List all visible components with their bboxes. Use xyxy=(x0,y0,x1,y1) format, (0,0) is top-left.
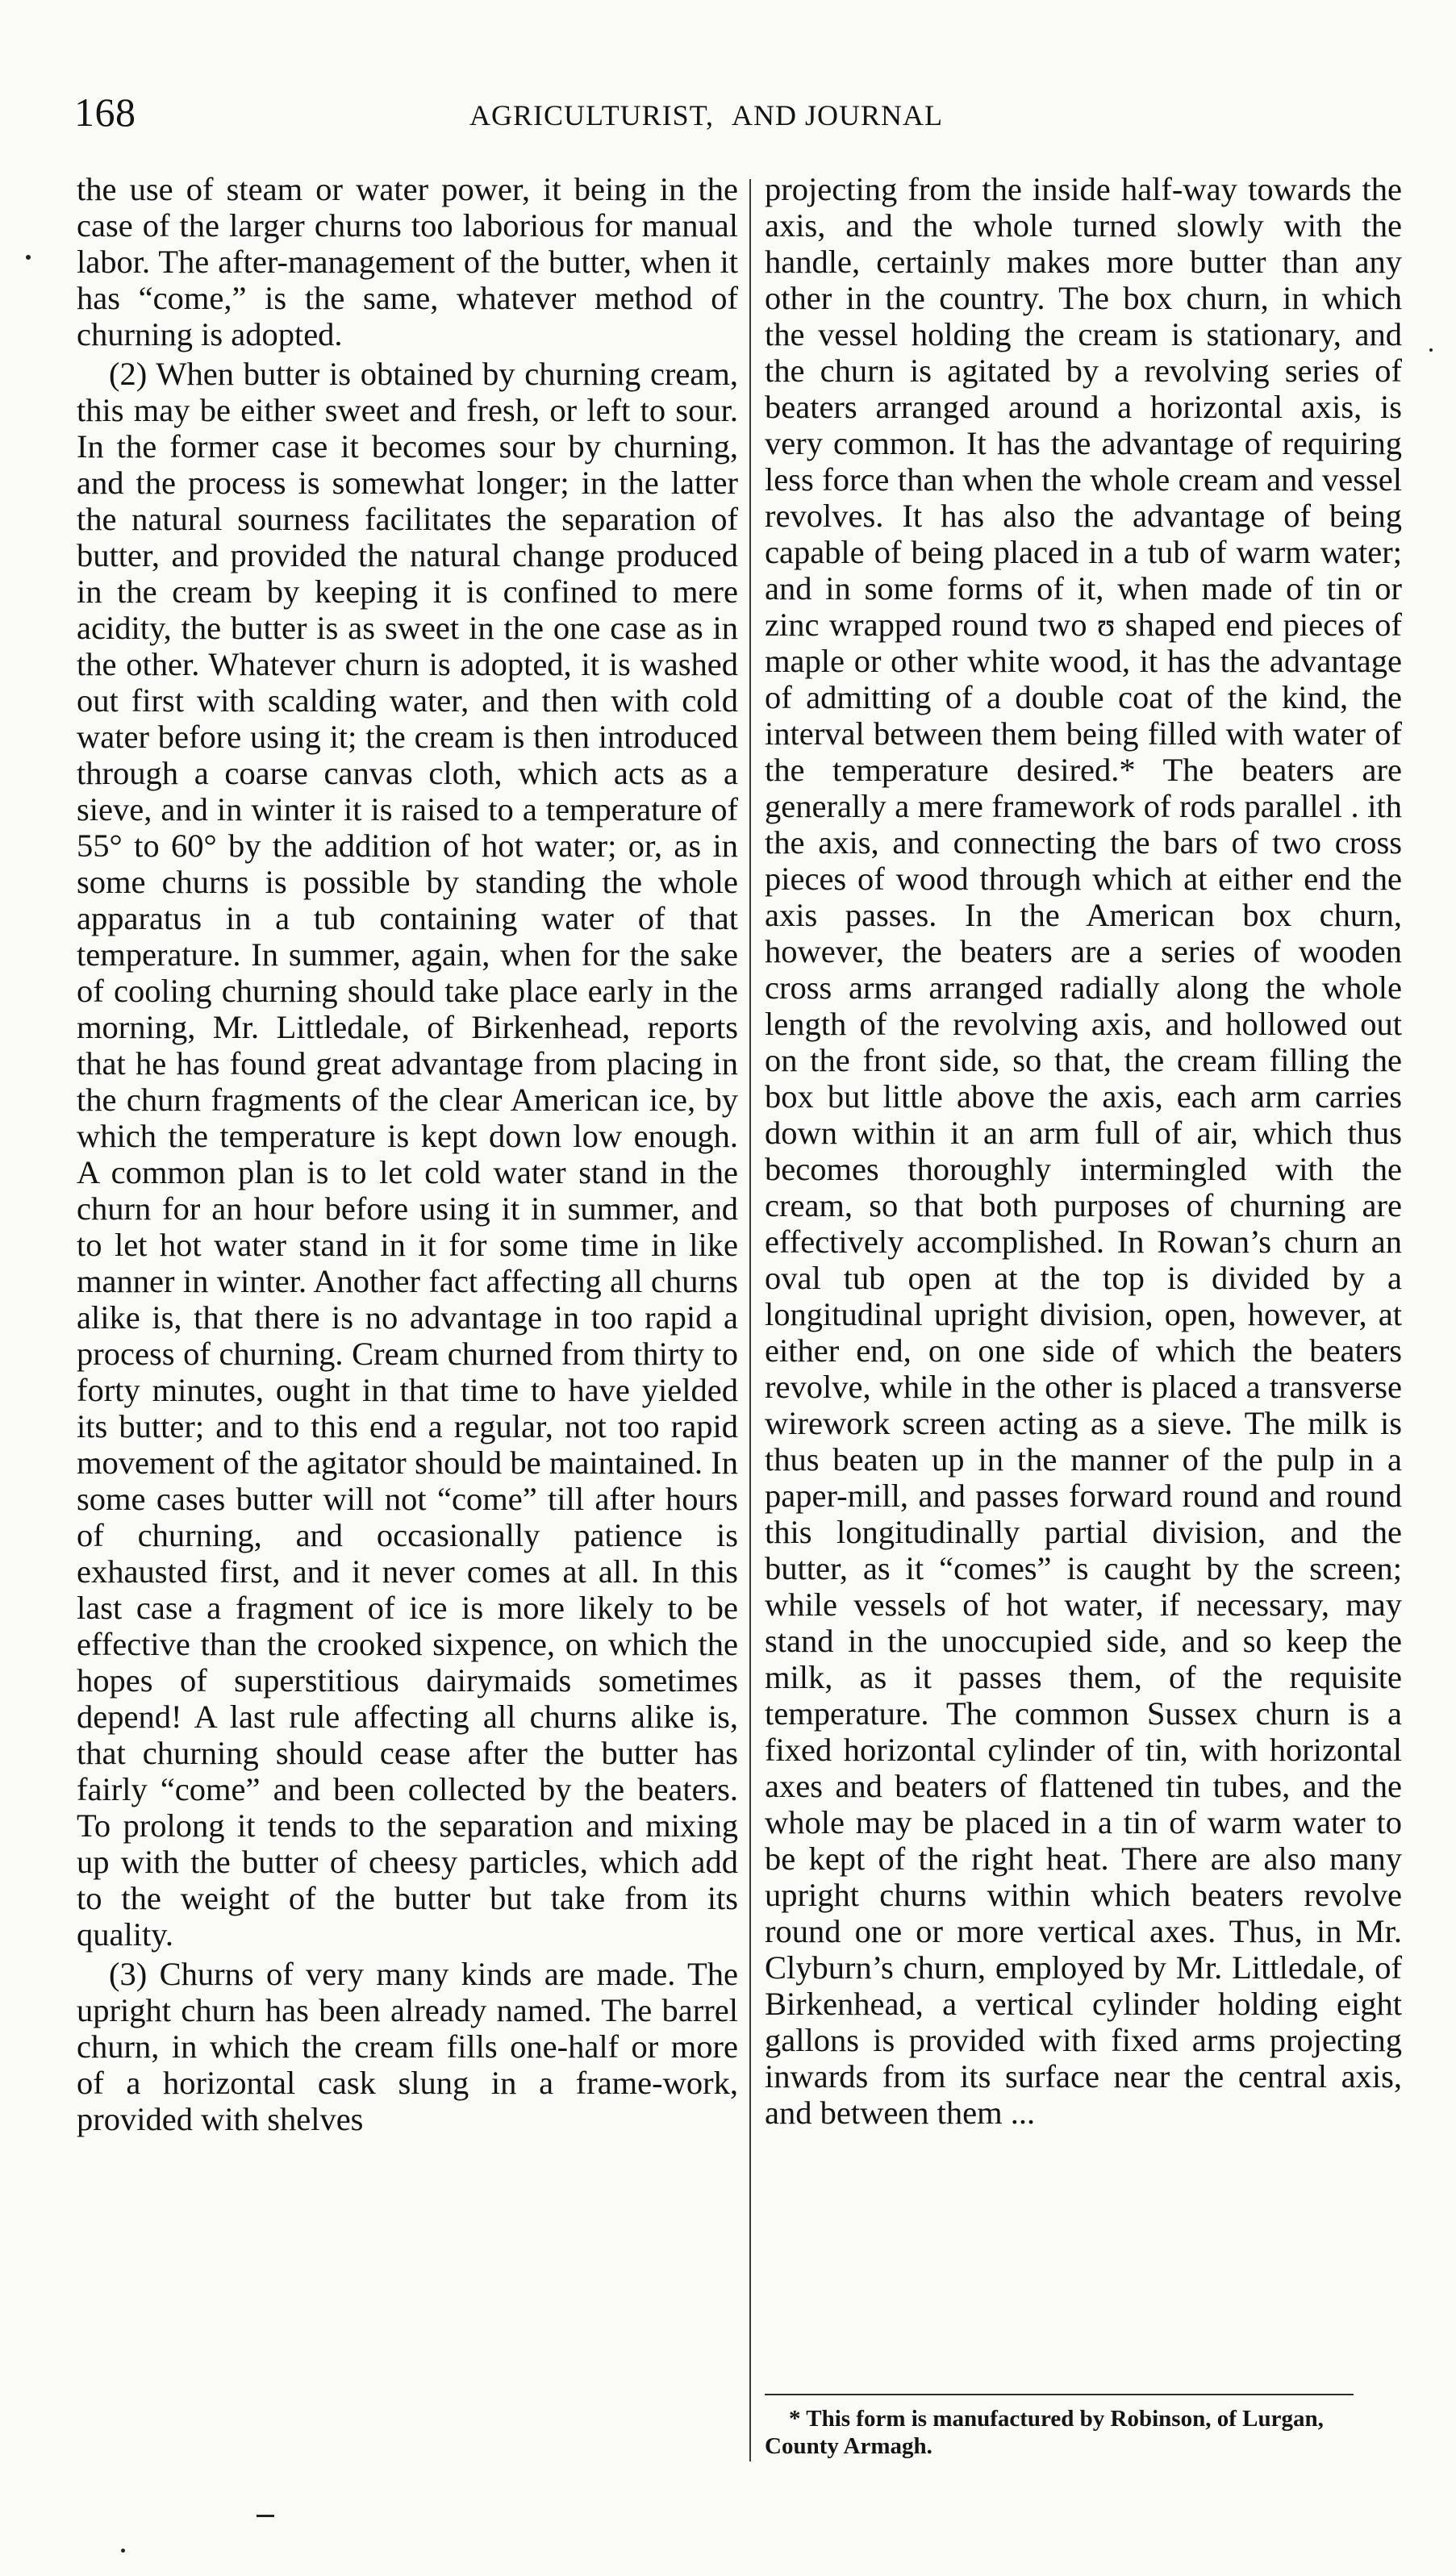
bottom-dash xyxy=(257,2515,274,2517)
running-head xyxy=(469,98,943,132)
column-divider xyxy=(749,179,751,2461)
bottom-dot xyxy=(121,2549,125,2553)
margin-dot-left xyxy=(26,255,31,260)
footnote-rule xyxy=(765,2394,1354,2395)
right-paragraph-1: projecting from the inside half-way towards the axis, and the whole turned slowly with the handle, certainly makes more butter than any other in the country. The box churn, in which the vessel holding the cream is stationary, and the churn is agitated by a revolving series of beaters arranged around a horizontal axis, is very common. It has the advantage of requiring less force than when the whole cream and vessel revolves. It has also the advantage of being capable of being placed in a tub of warm water; and in some forms of it, when made of tin or zinc wrapped round two ʊ shaped end pieces of maple or other white wood, it has the advantage of admitting of a double coat of the kind, the interval between them being filled with water of the temperature desired.* The beaters are generally a mere framework of rods parallel . ith the axis, and connecting the bars of two cross pieces of wood through which at either end the axis passes. In the American box churn, however, the beaters are a series of wooden cross arms arranged radially along the whole length of the revolving axis, and hollowed out on the front side, so that, the cream filling the box but little above the axis, each arm carries down within it an arm full of air, which thus becomes thoroughly intermingled with the cream, so that both purposes of churning are effectively accomplished. In Rowan’s churn an oval tub open at the top is divided by a longitudinal upright division, open, however, at either end, on one side of which the beaters revolve, while in the other is placed a transverse wirework screen acting as a sieve. The milk is thus beaten up in the manner of the pulp in a paper-mill, and passes forward round and round this longitudinally partial division, and the butter, as it “comes” is caught by the screen; while vessels of hot water, if necessary, may stand in the unoccupied side, and so keep the milk, as it passes them, of the requisite temperature. The common Sussex churn is a fixed horizontal cylinder of tin, with horizontal axes and beaters of flattened tin tubes, and the whole may be placed in a tin of warm water to be kept of the right heat. There are also many upright churns within which beaters revolve round one or more vertical axes. Thus, in Mr. Clyburn’s churn, employed by Mr. Littledale, of Birkenhead, a vertical cylinder holding eight gallons is provided with fixed arms projecting inwards from its surface near the central axis, and between them ... xyxy=(765,171,1402,2131)
right-column xyxy=(765,171,1402,2131)
page-number: 168 xyxy=(74,90,136,135)
running-head-subtitle: AND JOURNAL xyxy=(732,99,944,131)
running-head-title: AGRICULTURIST, xyxy=(469,99,715,131)
footnote: * This form is manufactured by Robinson, of Lurgan, County Armagh. xyxy=(765,2406,1324,2459)
page-header xyxy=(74,89,1413,153)
left-column xyxy=(77,171,738,2137)
left-paragraph-2: (2) When butter is obtained by churning cream, this may be either sweet and fresh, or left to sour. In the former case it becomes sour by churning, and the process is somewhat longer; in the latter the natural sourness facilitates the separation of butter, and provided the natural change produced in the cream by keeping it is confined to mere acidity, the butter is as sweet in the one case as in the other. Whatever churn is adopted, it is washed out first with scalding water, and then with cold water before using it; the cream is then introduced through a coarse canvas cloth, which acts as a sieve, and in winter it is raised to a temperature of 55° to 60° by the addition of hot water; or, as in some churns is possible by standing the whole apparatus in a tub containing water of that temperature. In summer, again, when for the sake of cooling churning should take place early in the morning, Mr. Littledale, of Birkenhead, reports that he has found great advantage from placing in the churn fragments of the clear American ice, by which the temperature is kept down low enough. A common plan is to let cold water stand in the churn for an hour before using it in summer, and to let hot water stand in it for some time in like manner in winter. Another fact affecting all churns alike is, that there is no advantage in too rapid a process of churning. Cream churned from thirty to forty minutes, ought in that time to have yielded its butter; and to this end a regular, not too rapid movement of the agitator should be maintained. In some cases butter will not “come” till after hours of churning, and occasionally patience is exhausted first, and it never comes at all. In this last case a fragment of ice is more likely to be effective than the crooked sixpence, on which the hopes of superstitious dairymaids sometimes depend! A last rule affecting all churns alike is, that churning should cease after the butter has fairly “come” and been collected by the beaters. To prolong it tends to the separation and mixing up with the butter of cheesy particles, which add to the weight of the butter but take from its quality. xyxy=(77,356,738,1953)
margin-dot-right xyxy=(1429,348,1433,352)
left-paragraph-3: (3) Churns of very many kinds are made. The upright churn has been already named. The barrel churn, in which the cream fills one-half or more of a horizontal cask slung in a frame-work, provided with shelves xyxy=(77,1956,738,2137)
left-paragraph-1: the use of steam or water power, it being in the case of the larger churns too laborious for manual labor. The after-management of the butter, when it has “come,” is the same, whatever method of churning is adopted. xyxy=(77,171,738,352)
